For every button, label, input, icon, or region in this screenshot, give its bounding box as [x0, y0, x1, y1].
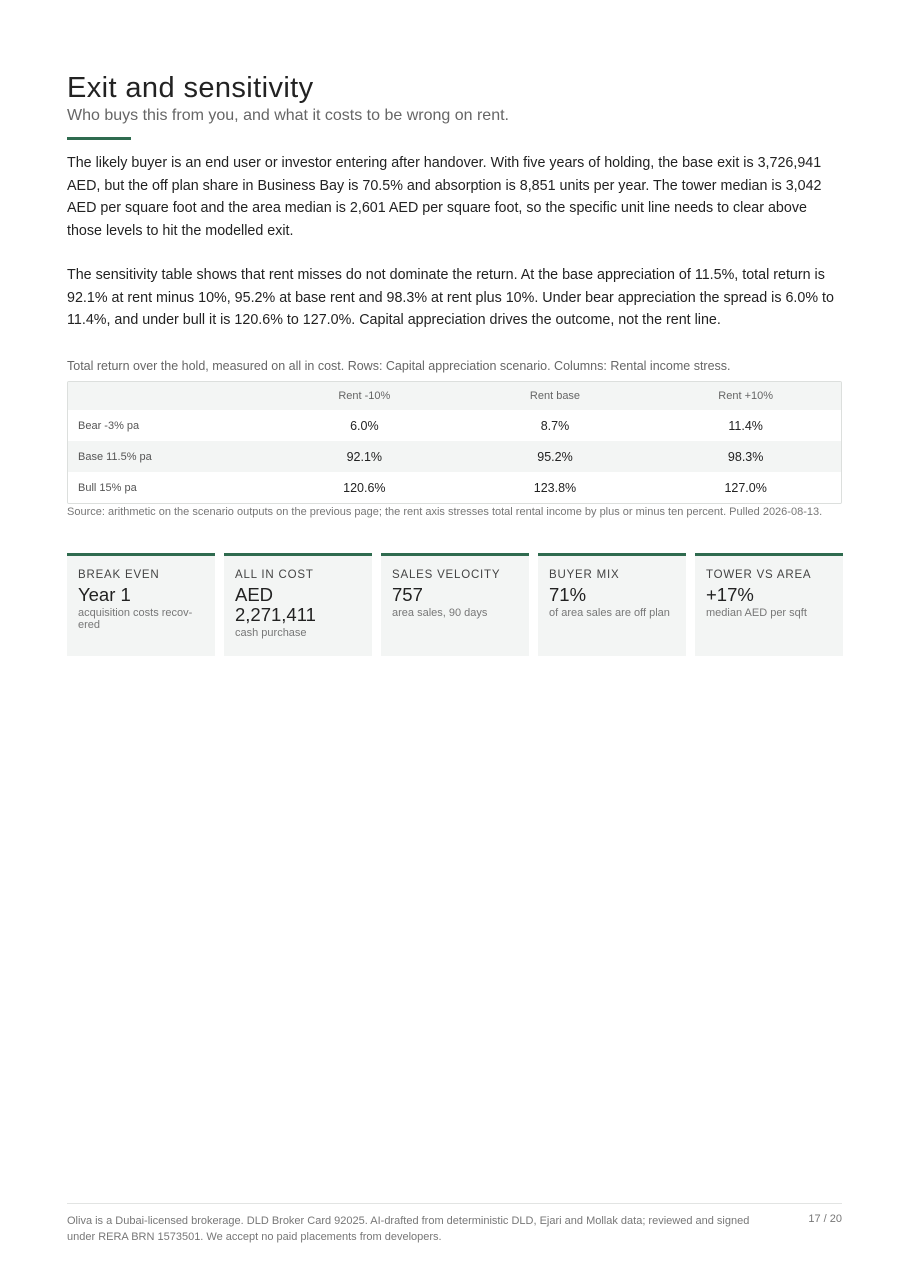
sensitivity-table [67, 381, 842, 504]
kpi-strip [67, 553, 842, 656]
kpi-label: ALL IN COST [235, 569, 314, 581]
paragraph-exit: The likely buyer is an end user or investor entering after handover. With five years of holding, the base exit is 3,726,941 AED, but the off plan share in Business Bay is 70.5% and absorption is 8,851 units per year. The tower median is 3,042 AED per square foot and the area median is 2,601 AED per square foot, so the specific unit line needs to clear above those levels to hit the modelled exit. [67, 155, 822, 239]
footer-disclaimer: Oliva is a Dubai-licensed brokerage. DLD Broker Card 92025. AI-drafted from deterministic DLD, Ejari and Mollak data; reviewed and signed under RERA BRN 1573501. We accept no paid placements from developers. [67, 1215, 750, 1243]
kpi-card-sales-velocity [381, 553, 529, 656]
table-cell: 95.2% [460, 441, 651, 472]
table-source-note: Source: arithmetic on the scenario outputs on the previous page; the rent axis stresses total rental income by plus or minus ten percent. Pulled 2026-08-13. [67, 506, 823, 518]
kpi-value: AED 2,271,411 [235, 584, 316, 625]
table-cell: 123.8% [460, 472, 651, 503]
table-cell: 98.3% [650, 441, 841, 472]
footer-divider [67, 1203, 842, 1204]
kpi-label: BREAK EVEN [78, 569, 160, 581]
kpi-card-buyer-mix [538, 553, 686, 656]
table-row [68, 441, 841, 472]
kpi-card-tower-vs-area [695, 553, 843, 656]
kpi-value: 757 [392, 584, 423, 605]
kpi-note: cash purchase [235, 627, 307, 639]
kpi-note: of area sales are off plan [549, 607, 670, 619]
kpi-label: SALES VELOCITY [392, 569, 501, 581]
paragraph-sensitivity: The sensitivity table shows that rent misses do not dominate the return. At the base appreciation of 11.5%, total return is 92.1% at rent minus 10%, 95.2% at base rent and 98.3% at rent plus 10%. Under bear appreciation the spread is 6.0% to 11.4%, and under bull it is 120.6% to 127.0%. Capital appreciation drives the outcome, not the rent line. [67, 267, 834, 328]
column-header: Rent base [460, 382, 651, 410]
kpi-card-break-even [67, 553, 215, 656]
table-row [68, 472, 841, 503]
table-cell: 127.0% [650, 472, 841, 503]
column-header: Rent +10% [650, 382, 841, 410]
page-title: Exit and sensitivity [67, 72, 314, 104]
table-header-corner [68, 382, 269, 410]
table-cell: 6.0% [269, 410, 460, 441]
row-header: Bull 15% pa [68, 472, 269, 503]
row-header: Bear -3% pa [68, 410, 269, 441]
kpi-value: +17% [706, 584, 754, 605]
page-subtitle: Who buys this from you, and what it costs to be wrong on rent. [67, 107, 509, 124]
row-header: Base 11.5% pa [68, 441, 269, 472]
kpi-card-all-in-cost [224, 553, 372, 656]
page-number: 17 / 20 [808, 1213, 842, 1225]
kpi-label: TOWER VS AREA [706, 569, 812, 581]
kpi-note: area sales, 90 days [392, 607, 488, 619]
table-cell: 120.6% [269, 472, 460, 503]
table-header-row [68, 382, 841, 410]
kpi-label: BUYER MIX [549, 569, 620, 581]
kpi-note: median AED per sqft [706, 607, 807, 619]
kpi-note: acquisition costs recov- ered [78, 607, 193, 631]
table-cell: 92.1% [269, 441, 460, 472]
table-cell: 8.7% [460, 410, 651, 441]
column-header: Rent -10% [269, 382, 460, 410]
kpi-value: 71% [549, 584, 587, 605]
table-caption: Total return over the hold, measured on all in cost. Rows: Capital appreciation scenario. Columns: Rental income stress. [67, 359, 731, 373]
table-cell: 11.4% [650, 410, 841, 441]
kpi-value: Year 1 [78, 584, 131, 605]
table-row [68, 410, 841, 441]
title-accent-rule [67, 137, 131, 140]
